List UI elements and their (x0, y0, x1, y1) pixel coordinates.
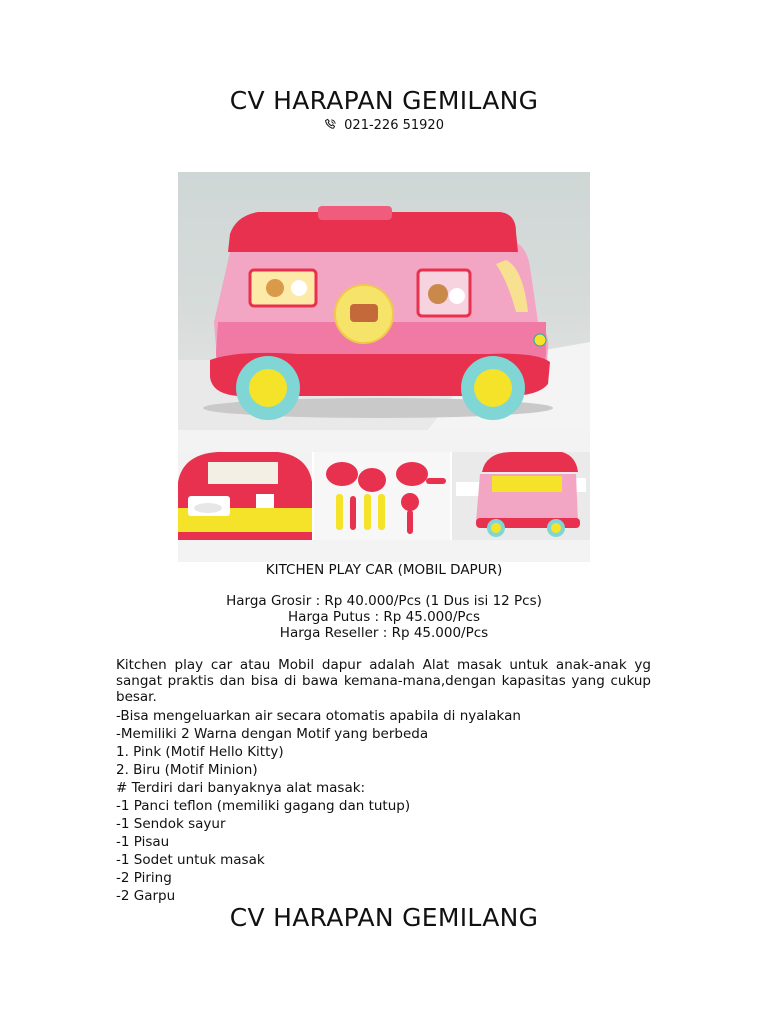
price-single: Harga Putus : Rp 45.000/Pcs (288, 609, 480, 625)
list-item: -1 Panci teflon (memiliki gagang dan tutup) (116, 798, 411, 814)
list-item: -Bisa mengeluarkan air secara otomatis apabila di nyalakan (116, 708, 521, 724)
product-thumbnail-utensils (314, 452, 450, 540)
list-item: -2 Garpu (116, 888, 176, 904)
feature-list (116, 707, 521, 905)
product-photo-main (178, 172, 590, 430)
list-item: 2. Biru (Motif Minion) (116, 762, 258, 778)
price-wholesale: Harga Grosir : Rp 40.000/Pcs (1 Dus isi 12 Pcs) (226, 593, 542, 609)
product-thumbnail-kitchen-open (178, 452, 312, 540)
company-title: CV HARAPAN GEMILANG (229, 86, 539, 115)
thumbnail-strip-bottom (178, 540, 590, 562)
product-thumbnail-car-open (452, 452, 590, 540)
company-footer-title: CV HARAPAN GEMILANG (229, 903, 539, 932)
list-item: -Memiliki 2 Warna dengan Motif yang berbeda (116, 726, 429, 742)
product-description: Kitchen play car atau Mobil dapur adalah Alat masak untuk anak-anak yg sangat praktis dan bisa di bawa kemana-mana,dengan kapasitas yang cukup besar. (116, 657, 651, 705)
product-name: KITCHEN PLAY CAR (MOBIL DAPUR) (265, 562, 503, 578)
phone-line (0, 117, 768, 135)
phone-number: 021-226 51920 (344, 118, 444, 133)
list-item: 1. Pink (Motif Hello Kitty) (116, 744, 284, 760)
list-item: # Terdiri dari banyaknya alat masak: (116, 780, 366, 796)
phone-icon (324, 118, 337, 131)
list-item: -1 Pisau (116, 834, 170, 850)
list-item: -2 Piring (116, 870, 172, 886)
list-item: -1 Sendok sayur (116, 816, 226, 832)
list-item: -1 Sodet untuk masak (116, 852, 265, 868)
photo-divider (178, 430, 590, 452)
price-reseller: Harga Reseller : Rp 45.000/Pcs (279, 625, 489, 641)
